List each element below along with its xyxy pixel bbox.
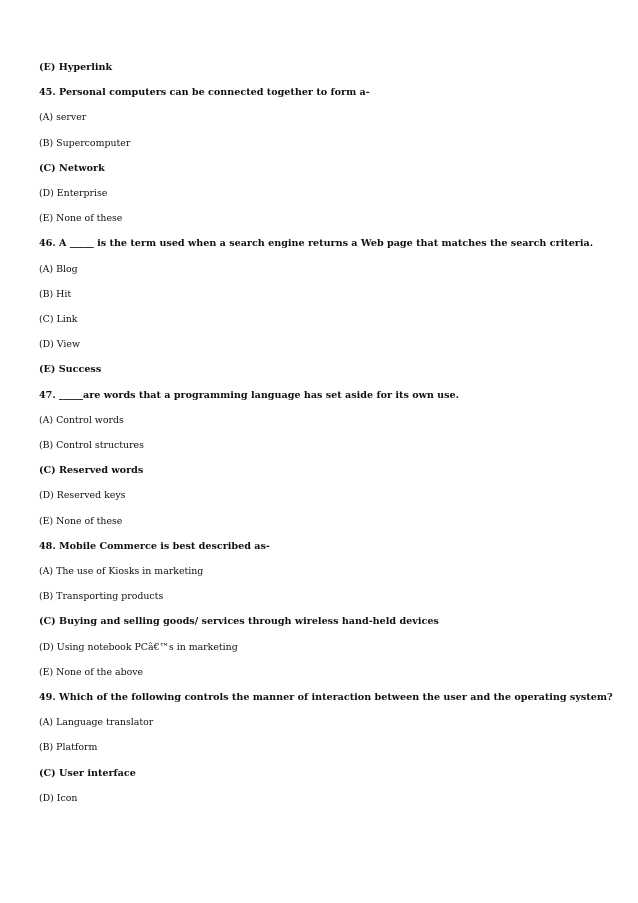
bold-text-line: (C) Reserved words	[39, 465, 144, 477]
bold-text-line: 49. Which of the following controls the manner of interaction between the user and the operating system?	[39, 692, 613, 703]
bold-text-line: (C) Network	[39, 162, 105, 174]
text-line: (E) None of these	[39, 213, 123, 225]
text-line: (B) Platform	[39, 742, 98, 754]
bold-text-line: 47. _____are words that a programming language has set aside for its own use.	[39, 389, 459, 401]
text-line: (D) Icon	[39, 792, 78, 804]
bold-text-line: (E) Hyperlink	[39, 62, 113, 73]
text-line: (B) Control structures	[39, 440, 144, 451]
bold-text-line: (C) Buying and selling goods/ services through wireless hand-held devices	[39, 616, 439, 628]
bold-text-line: 48. Mobile Commerce is best described as-	[39, 540, 270, 552]
text-line: (B) Supercomputer	[39, 137, 131, 149]
text-line: (B) Hit	[39, 288, 72, 300]
bold-text-line: 46. A _____ is the term used when a search engine returns a Web page that matches the search criteria.	[39, 238, 594, 250]
text-line: (D) View	[39, 339, 80, 351]
text-line: (C) Link	[39, 314, 78, 325]
text-line: (A) Language translator	[39, 717, 154, 729]
text-line: (D) Using notebook PCâ€™s in marketing	[39, 641, 238, 653]
text-line: (A) Blog	[39, 263, 78, 275]
text-line: (D) Reserved keys	[39, 490, 126, 502]
text-line: (D) Enterprise	[39, 188, 108, 199]
text-line: (A) The use of Kiosks in marketing	[39, 566, 204, 577]
text-line: (A) Control words	[39, 414, 124, 426]
bold-text-line: (E) Success	[39, 364, 102, 376]
text-line: (A) server	[39, 112, 87, 124]
text-line: (E) None of the above	[39, 666, 144, 678]
bold-text-line: (C) User interface	[39, 767, 136, 779]
text-line: (E) None of these	[39, 515, 123, 527]
bold-text-line: 45. Personal computers can be connected together to form a-	[39, 87, 370, 99]
text-line: (B) Transporting products	[39, 591, 164, 603]
